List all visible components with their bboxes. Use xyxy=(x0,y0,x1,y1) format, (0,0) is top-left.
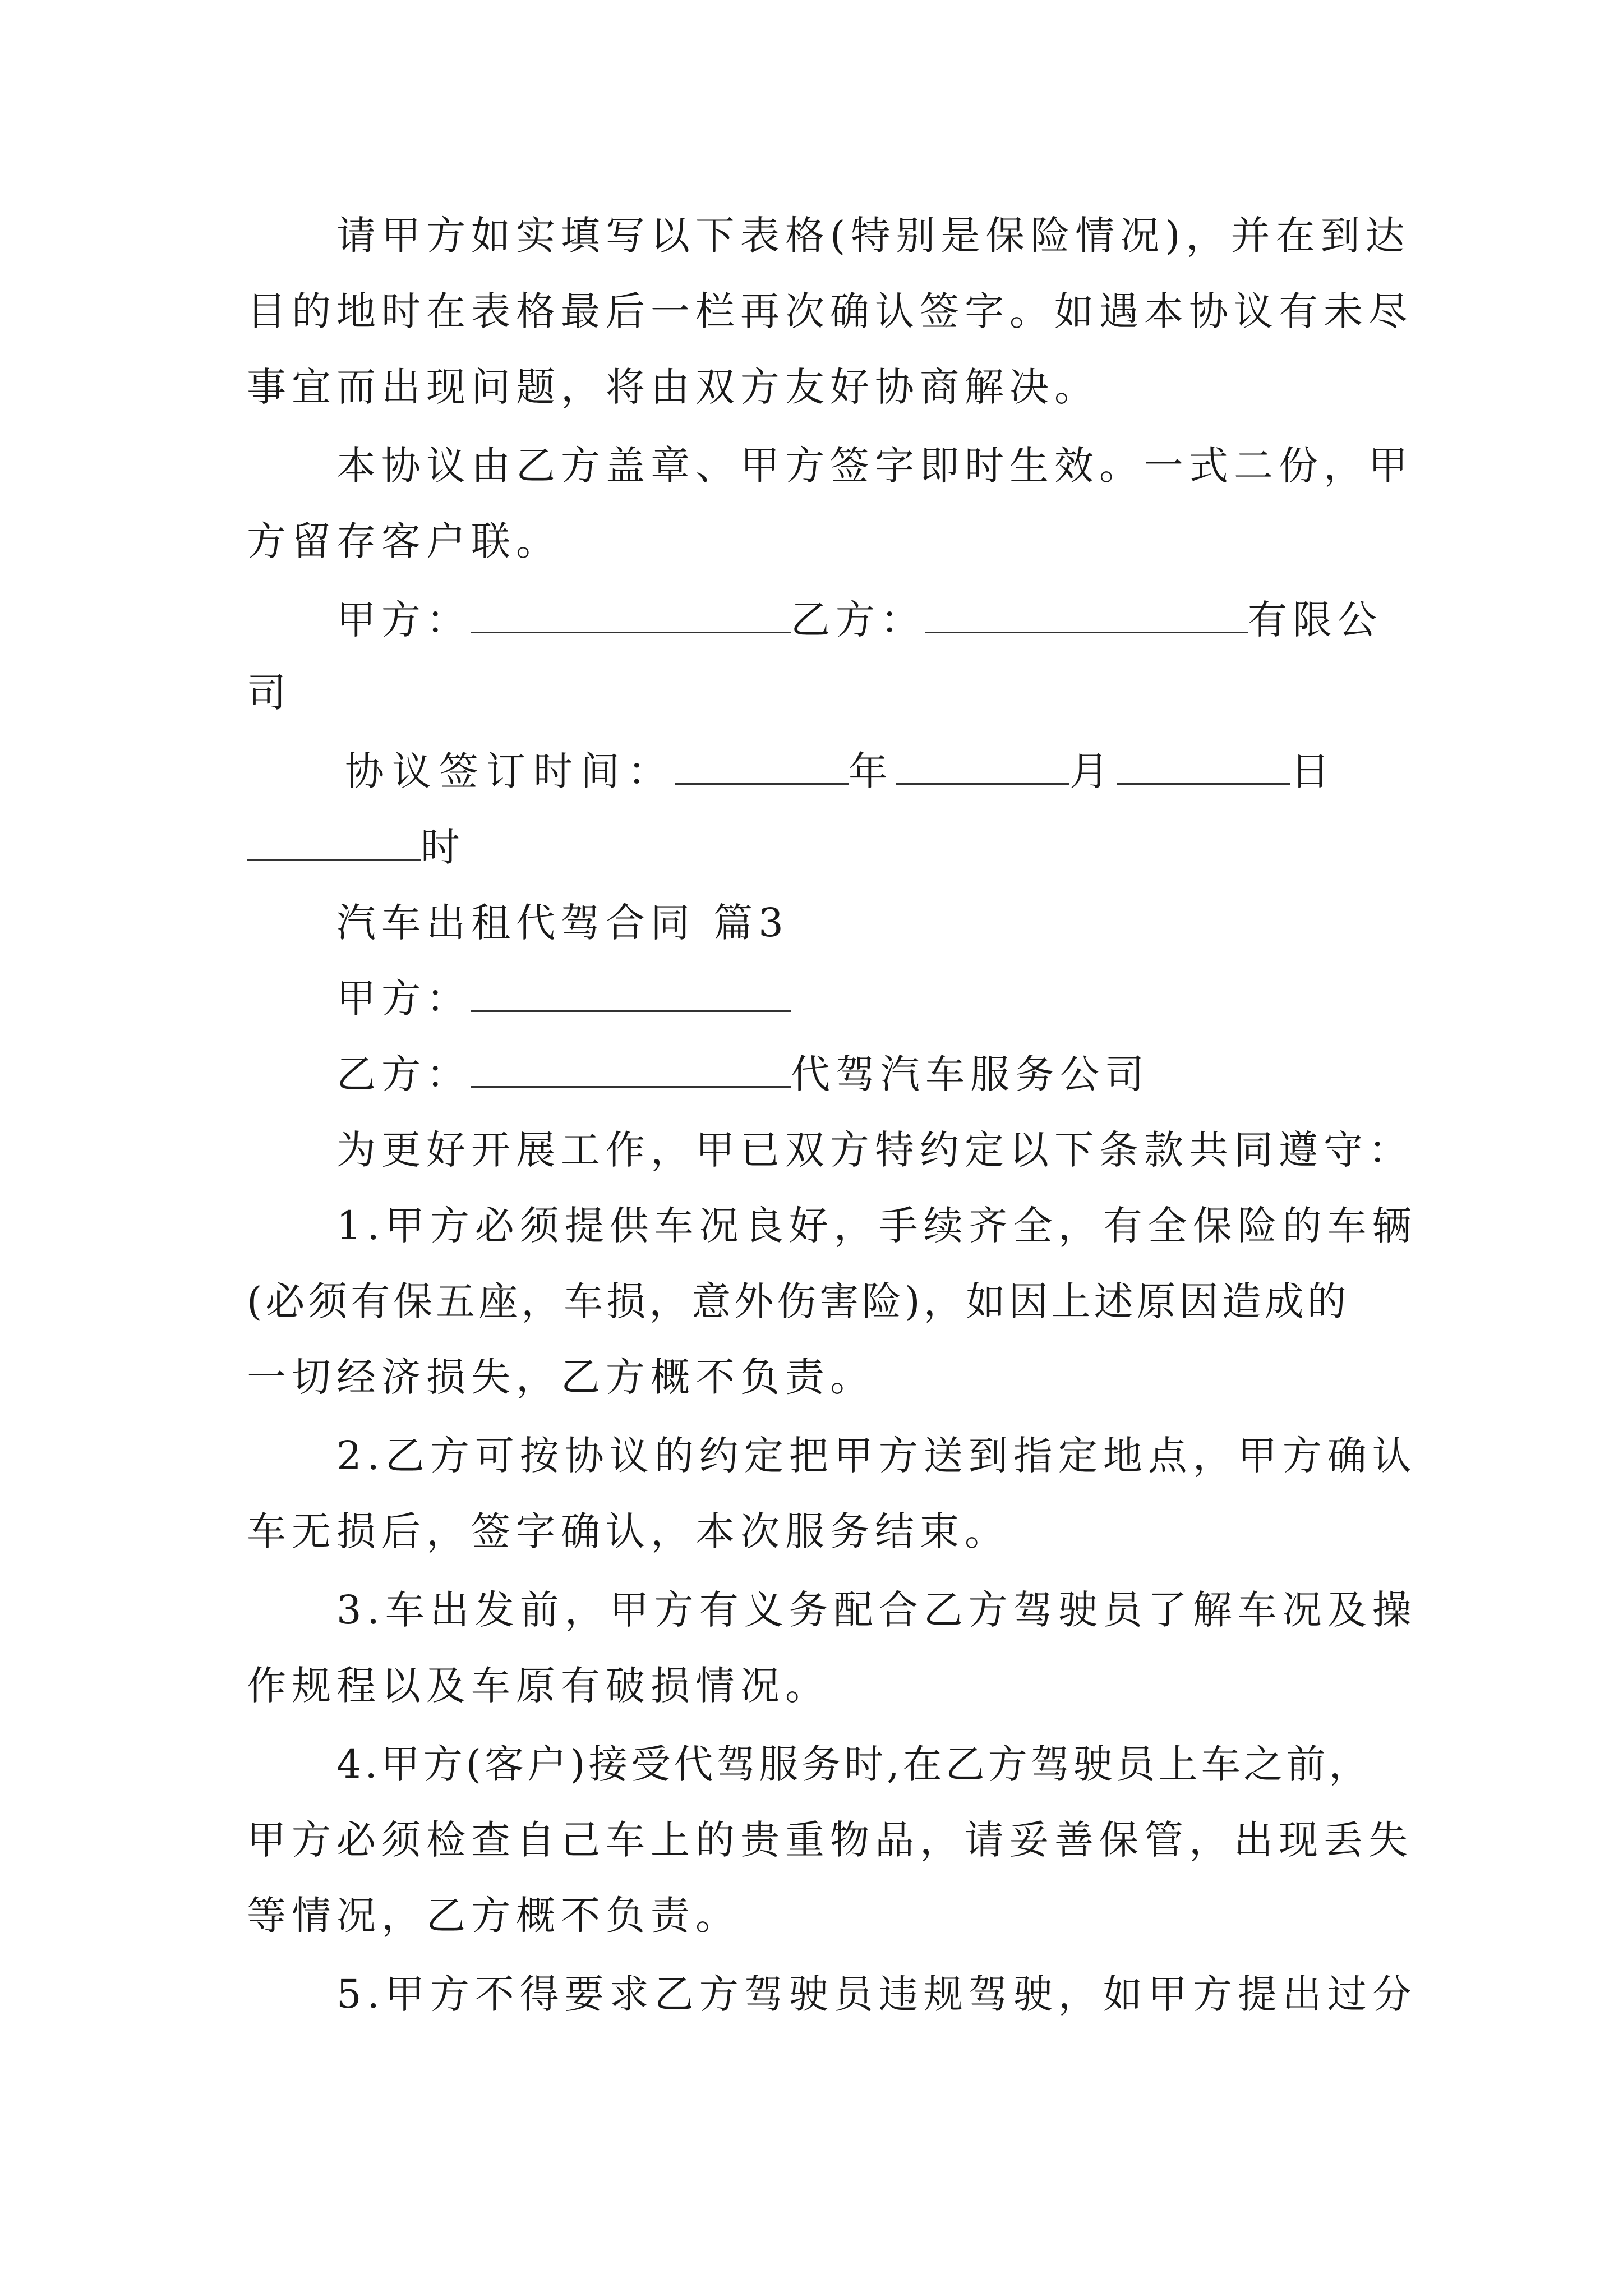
paragraph-line: 目的地时在表格最后一栏再次确认签字。如遇本协议有未尽 xyxy=(247,288,1413,334)
paragraph-line: 事宜而出现问题，将由双方友好协商解决。 xyxy=(247,364,1099,410)
hour-blank xyxy=(247,820,421,861)
party-b-label: 乙方： xyxy=(791,597,925,643)
party-b-blank xyxy=(471,1047,791,1088)
party-b-suffix: 代驾汽车服务公司 xyxy=(791,1051,1150,1097)
intro-line: 为更好开展工作，甲已双方特约定以下条款共同遵守： xyxy=(336,1127,1413,1173)
clause-line: 4.甲方(客户)接受代驾服务时,在乙方驾驶员上车之前， xyxy=(336,1741,1372,1787)
date-line xyxy=(345,743,1338,799)
signature-line xyxy=(336,592,1382,648)
day-label: 日 xyxy=(1290,748,1338,794)
party-a-label: 甲方： xyxy=(336,976,471,1022)
year-label: 年 xyxy=(849,748,896,794)
hour-label: 时 xyxy=(421,824,465,870)
clause-line: 甲方必须检查自己车上的贵重物品，请妥善保管，出现丢失 xyxy=(247,1817,1413,1863)
clause-line: 5.甲方不得要求乙方驾驶员违规驾驶，如甲方提出过分 xyxy=(336,1971,1417,2017)
party-a-blank xyxy=(471,592,791,633)
signature-line-continued: 司 xyxy=(247,670,292,716)
month-label: 月 xyxy=(1069,748,1117,794)
clause-line: 2.乙方可按协议的约定把甲方送到指定地点，甲方确认 xyxy=(336,1433,1417,1479)
clause-line: (必须有保五座，车损，意外伤害险)，如因上述原因造成的 xyxy=(247,1278,1350,1324)
company-suffix: 有限公 xyxy=(1248,597,1382,643)
party-a-line xyxy=(336,970,791,1027)
clause-line: 一切经济损失，乙方概不负责。 xyxy=(247,1354,875,1400)
clause-line: 3.车出发前，甲方有义务配合乙方驾驶员了解车况及操 xyxy=(336,1587,1417,1633)
clause-line: 车无损后，签字确认，本次服务结束。 xyxy=(247,1508,1009,1554)
month-blank xyxy=(896,744,1069,785)
party-a-blank xyxy=(471,971,791,1012)
day-blank xyxy=(1117,744,1290,785)
clause-line: 作规程以及车原有破损情况。 xyxy=(247,1663,830,1709)
party-b-line xyxy=(336,1046,1150,1102)
date-line-continued xyxy=(247,819,465,875)
clause-line: 等情况，乙方概不负责。 xyxy=(247,1893,740,1939)
party-a-label: 甲方： xyxy=(336,597,471,643)
section-title: 汽车出租代驾合同 篇3 xyxy=(336,900,789,946)
clause-line: 1.甲方必须提供车况良好，手续齐全，有全保险的车辆 xyxy=(336,1203,1417,1249)
party-b-label: 乙方： xyxy=(336,1051,471,1097)
paragraph-line: 请甲方如实填写以下表格(特别是保险情况)，并在到达 xyxy=(336,213,1410,259)
paragraph-line: 方留存客户联。 xyxy=(247,518,561,564)
year-blank xyxy=(675,744,849,785)
paragraph-line: 本协议由乙方盖章、甲方签字即时生效。一式二份，甲 xyxy=(336,443,1413,489)
date-label: 协议签订时间： xyxy=(345,748,675,794)
party-b-blank xyxy=(925,592,1248,633)
